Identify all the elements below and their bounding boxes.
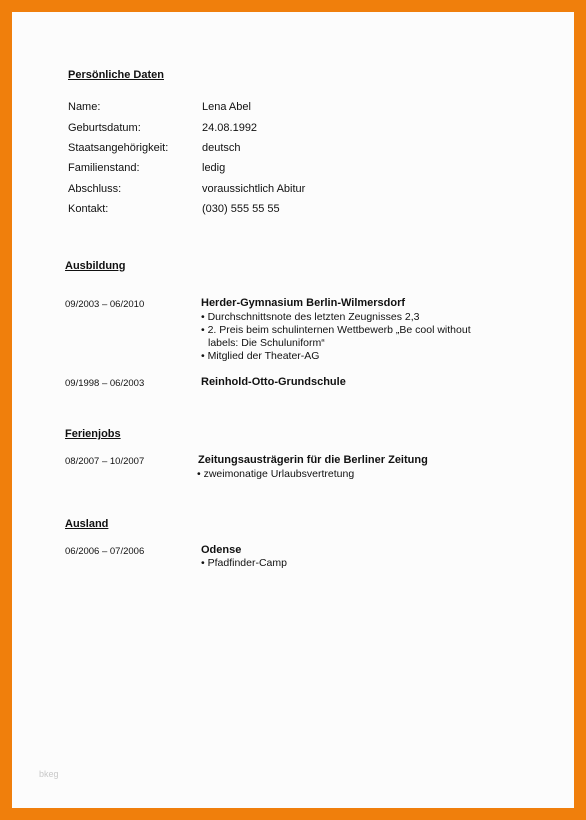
entry-bullet: • Durchschnittsnote des letzten Zeugnisses 2,3 (201, 311, 420, 323)
label-degree: Abschluss: (68, 183, 122, 195)
section-heading-personal: Persönliche Daten (68, 69, 164, 81)
value-contact: (030) 555 55 55 (202, 203, 280, 215)
watermark: bkeg (39, 769, 59, 779)
value-birthdate: 24.08.1992 (202, 122, 258, 134)
entry-title: Reinhold-Otto-Grundschule (201, 376, 346, 388)
value-marital-status: ledig (202, 162, 226, 174)
entry-title: Zeitungsausträgerin für die Berliner Zeitung (198, 454, 428, 466)
entry-bullet: • zweimonatige Urlaubsvertretung (197, 468, 355, 480)
entry-bullet-continuation: labels: Die Schuluniform“ (208, 337, 325, 349)
document-page (12, 12, 574, 808)
label-name: Name: (68, 101, 101, 113)
label-marital-status: Familienstand: (68, 162, 140, 174)
entry-date: 09/1998 – 06/2003 (65, 378, 145, 389)
label-contact: Kontakt: (68, 203, 109, 215)
entry-bullet: • Mitglied der Theater-AG (201, 350, 320, 362)
section-heading-abroad: Ausland (65, 518, 109, 530)
entry-date: 09/2003 – 06/2010 (65, 299, 145, 310)
value-name: Lena Abel (202, 101, 251, 113)
entry-title: Herder-Gymnasium Berlin-Wilmersdorf (201, 297, 406, 309)
label-birthdate: Geburtsdatum: (68, 122, 141, 134)
label-nationality: Staatsangehörigkeit: (68, 142, 169, 154)
value-nationality: deutsch (202, 142, 241, 154)
entry-date: 06/2006 – 07/2006 (65, 546, 145, 557)
entry-bullet: • 2. Preis beim schulinternen Wettbewerb „Be cool without (201, 324, 471, 336)
entry-date: 08/2007 – 10/2007 (65, 456, 145, 467)
value-degree: voraussichtlich Abitur (202, 183, 306, 195)
entry-title: Odense (201, 544, 242, 556)
section-heading-education: Ausbildung (65, 260, 126, 272)
section-heading-jobs: Ferienjobs (65, 428, 121, 440)
entry-bullet: • Pfadfinder-Camp (201, 557, 287, 569)
